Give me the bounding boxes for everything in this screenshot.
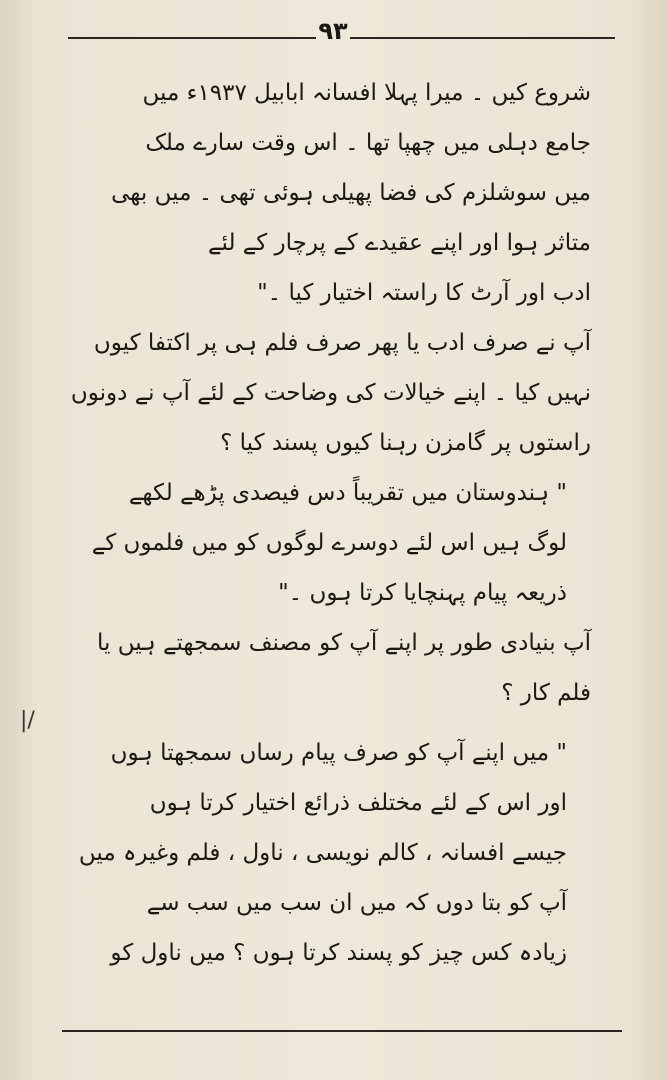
answer-line-7: آپ کو بتا دوں کہ میں ان سب میں سب سے (146, 890, 567, 916)
text-line-5: ادب اور آرٹ کا راستہ اختیار کیا ۔" (257, 280, 591, 306)
question-line-1: آپ نے صرف ادب یا پھر صرف فلم ہی پر اکتفا کیوں (93, 330, 591, 356)
footer-rule (62, 1030, 622, 1032)
answer-line-2: لوگ ہیں اس لئے دوسرے لوگوں کو میں فلموں کے (91, 530, 567, 556)
answer-line-4: " میں اپنے آپ کو صرف پیام رساں سمجھتا ہوں (110, 740, 567, 766)
page-number: ۹۳ (318, 17, 348, 45)
answer-line-3: ذریعہ پیام پہنچایا کرتا ہوں ۔" (278, 580, 567, 606)
answer-line-5: اور اس کے لئے مختلف ذرائع اختیار کرتا ہوں (149, 790, 567, 816)
answer-line-6: جیسے افسانہ ، کالم نویسی ، ناول ، فلم وغیرہ میں (78, 840, 567, 866)
text-line-1: شروع کیں ۔ میرا پہلا افسانہ ابابیل ۱۹۳۷ء میں (142, 80, 591, 106)
text-line-4: متاثر ہوا اور اپنے عقیدے کے پرچار کے لئے (208, 230, 591, 256)
text-line-3: میں سوشلزم کی فضا پھیلی ہوئی تھی ۔ میں بھی (111, 180, 591, 206)
question-line-4: آپ بنیادی طور پر اپنے آپ کو مصنف سمجھتے ہیں یا (97, 630, 591, 656)
question-line-5: فلم کار ؟ (501, 680, 591, 706)
question-line-2: نہیں کیا ۔ اپنے خیالات کی وضاحت کے لئے آپ نے دونوں (70, 380, 591, 406)
header-rule-right (350, 37, 615, 39)
header-rule-left (68, 37, 316, 39)
text-line-2: جامع دہلی میں چھپا تھا ۔ اس وقت سارے ملک (145, 130, 591, 156)
answer-line-1: " ہندوستان میں تقریباً دس فیصدی پڑھے لکھے (128, 480, 567, 506)
answer-line-8: زیادہ کس چیز کو پسند کرتا ہوں ؟ میں ناول کو (110, 940, 567, 966)
margin-pencil-mark: |/ (20, 708, 35, 733)
question-line-3: راستوں پر گامزن رہنا کیوں پسند کیا ؟ (220, 430, 591, 456)
